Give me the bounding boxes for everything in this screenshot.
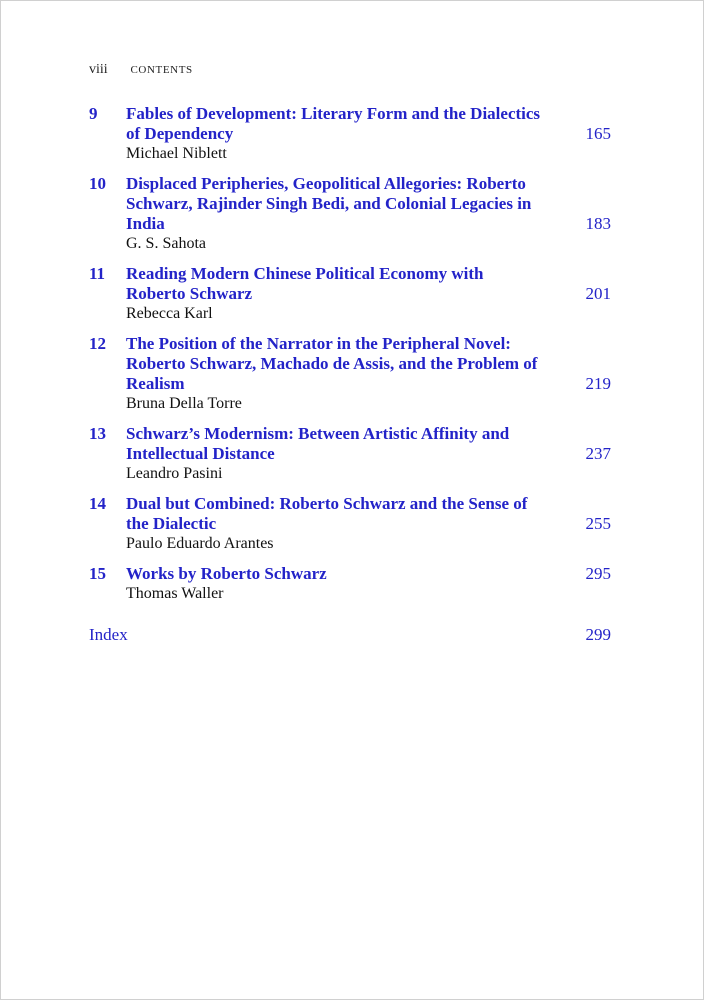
chapter-title[interactable]: Displaced Peripheries, Geopolitical Allegories: Roberto Schwarz, Rajinder Singh Bedi, and Colonial Legacies in India [126, 174, 532, 233]
chapter-author: Michael Niblett [126, 145, 227, 162]
chapter-page-number[interactable]: 201 [585, 284, 611, 303]
chapter-author: G. S. Sahota [126, 235, 206, 252]
chapter-number: 14 [89, 494, 106, 513]
chapter-number: 9 [89, 104, 98, 123]
chapter-title[interactable]: Reading Modern Chinese Political Economy with Roberto Schwarz [126, 264, 484, 303]
chapter-page-number[interactable]: 165 [585, 124, 611, 143]
chapter-author: Paulo Eduardo Arantes [126, 535, 274, 552]
toc-entry[interactable] [89, 264, 611, 324]
chapter-page-number[interactable]: 183 [585, 214, 611, 233]
running-head-page-number: viii [89, 62, 108, 77]
chapter-number: 12 [89, 334, 106, 353]
chapter-page-number[interactable]: 237 [585, 444, 611, 463]
chapter-title[interactable]: The Position of the Narrator in the Peripheral Novel: Roberto Schwarz, Machado de Assis, and the Problem of Realism [126, 334, 538, 393]
toc-entry[interactable] [89, 104, 611, 164]
chapter-page-number[interactable]: 295 [585, 564, 611, 583]
toc-entry[interactable] [89, 564, 611, 604]
toc-entry[interactable] [89, 424, 611, 484]
chapter-number: 13 [89, 424, 106, 443]
chapter-title[interactable]: Schwarz’s Modernism: Between Artistic Affinity and Intellectual Distance [126, 424, 510, 463]
toc-entry[interactable] [89, 174, 611, 254]
chapter-number: 10 [89, 174, 106, 193]
chapter-number: 15 [89, 564, 106, 583]
index-page-number[interactable]: 299 [585, 625, 611, 644]
chapter-title[interactable]: Works by Roberto Schwarz [126, 564, 327, 583]
chapter-title[interactable]: Dual but Combined: Roberto Schwarz and the Sense of the Dialectic [126, 494, 528, 533]
toc-entry[interactable] [89, 334, 611, 414]
toc-index-entry[interactable] [89, 625, 611, 645]
chapter-number: 11 [89, 264, 106, 283]
chapter-author: Leandro Pasini [126, 465, 223, 482]
index-label[interactable]: Index [89, 625, 128, 644]
chapter-page-number[interactable]: 219 [585, 374, 611, 393]
chapter-author: Rebecca Karl [126, 305, 213, 322]
running-head [89, 62, 193, 78]
chapter-author: Bruna Della Torre [126, 395, 242, 412]
chapter-page-number[interactable]: 255 [585, 514, 611, 533]
toc-entry[interactable] [89, 494, 611, 554]
chapter-title[interactable]: Fables of Development: Literary Form and the Dialectics of Dependency [126, 104, 541, 143]
chapter-author: Thomas Waller [126, 585, 224, 602]
running-head-label: CONTENTS [130, 64, 193, 76]
